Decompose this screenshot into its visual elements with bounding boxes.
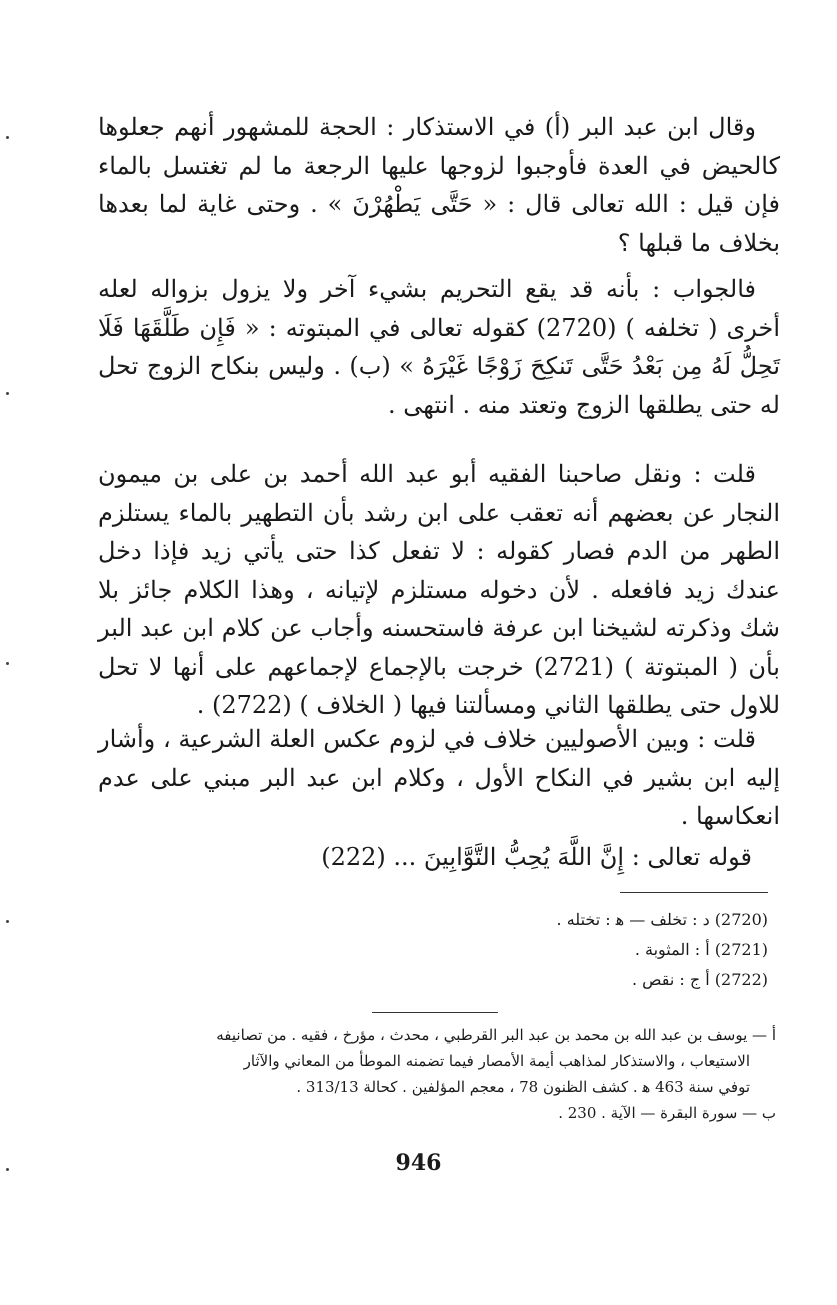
manuscript-variants [400,905,768,995]
main-text-section-2 [98,270,780,424]
main-text-section-1 [98,108,780,262]
main-text-section-3 [98,455,780,725]
paragraph-qultu-1: قلت : ونقل صاحبنا الفقيه أبو عبد الله أحمد بن على بن ميمون النجار عن بعضهم أنه تعقب على ابن رشد بأن التطهير بالماء يستلزم الطهر من الدم فصار كقوله : لا تفعل كذا حتى يأتي زيد فإذا دخل عندك زيد فافعله . لأن دخوله مستلزم لإتيانه ، وهذا الكلام جائز بلا شك وذكرته لشيخنا ابن عرفة فاستحسنه وأجاب عن كلام ابن عبد البر بأن ( المبتوتة ) (2721) خرجت بالإجماع لإجماعهم على أنها لا تحل للاول حتى يطلقها الثاني ومسألتنا فيها ( الخلاف ) (2722) . [98,460,780,719]
footnotes [98,1022,776,1126]
page-number: 946 [395,1150,442,1176]
paragraph-qultu-2: قلت : وبين الأصوليين خلاف في لزوم عكس العلة الشرعية ، وأشار إليه ابن بشير في النكاح الأول ، وكلام ابن عبد البر مبني على عدم انعكاسها . [98,725,780,830]
variants-divider [620,892,768,893]
footnote-a-line: توفي سنة 463 ﻫ . كشف الظنون 78 ، معجم المؤلفين . كحالة 313/13 . [296,1078,750,1096]
paragraph-ibn-abd-al-barr: وقال ابن عبد البر (أ) في الاستذكار : الحجة للمشهور أنهم جعلوها كالحيض في العدة فأوجبوا لزوجها عليها الرجعة ما لم تغتسل بالماء فإن قيل : الله تعالى قال : « حَتَّى يَطْهُرْنَ » . وحتى غاية لما بعدها بخلاف ما قبلها ؟ [98,113,780,257]
variant-note: (2720) د : تخلف — ﻫ : تختله . [556,910,768,929]
footnote-a-line: أ — يوسف بن عبد الله بن محمد بن عبد البر القرطبي ، محدث ، مؤرخ ، فقيه . من تصانيفه [216,1026,776,1044]
scan-edge-mark [6,392,9,395]
scan-edge-mark [6,662,9,665]
main-text-section-4 [98,720,780,836]
variant-note: (2721) أ : المثوبة . [634,940,768,959]
variant-note: (2722) أ ج : نقص . [631,970,768,989]
footnotes-divider [372,1012,498,1013]
verse-heading: قوله تعالى : إِنَّ اللَّهَ يُحِبُّ التَّوَّابِينَ ... (222) [321,843,752,871]
scan-edge-mark [6,1168,9,1171]
scan-edge-mark [6,920,9,923]
footnote-a-line: الاستيعاب ، والاستذكار لمذاهب أيمة الأمصار فيما تضمنه الموطأ من المعاني والآثار [243,1052,750,1070]
footnote-b: ب — سورة البقرة — الآية . 230 . [558,1104,776,1122]
paragraph-answer: فالجواب : بأنه قد يقع التحريم بشيء آخر ولا يزول بزواله لعله أخرى ( تخلفه ) (2720) كقوله تعالى في المبتوته : « فَإِن طَلَّقَهَا فَلَا تَحِلُّ لَهُ مِن بَعْدُ حَتَّى تَنكِحَ زَوْجًا غَيْرَهُ » (ب) . وليس بنكاح الزوج تحل له حتى يطلقها الزوج وتعتد منه . انتهى . [98,275,781,419]
scan-edge-mark [6,136,9,139]
